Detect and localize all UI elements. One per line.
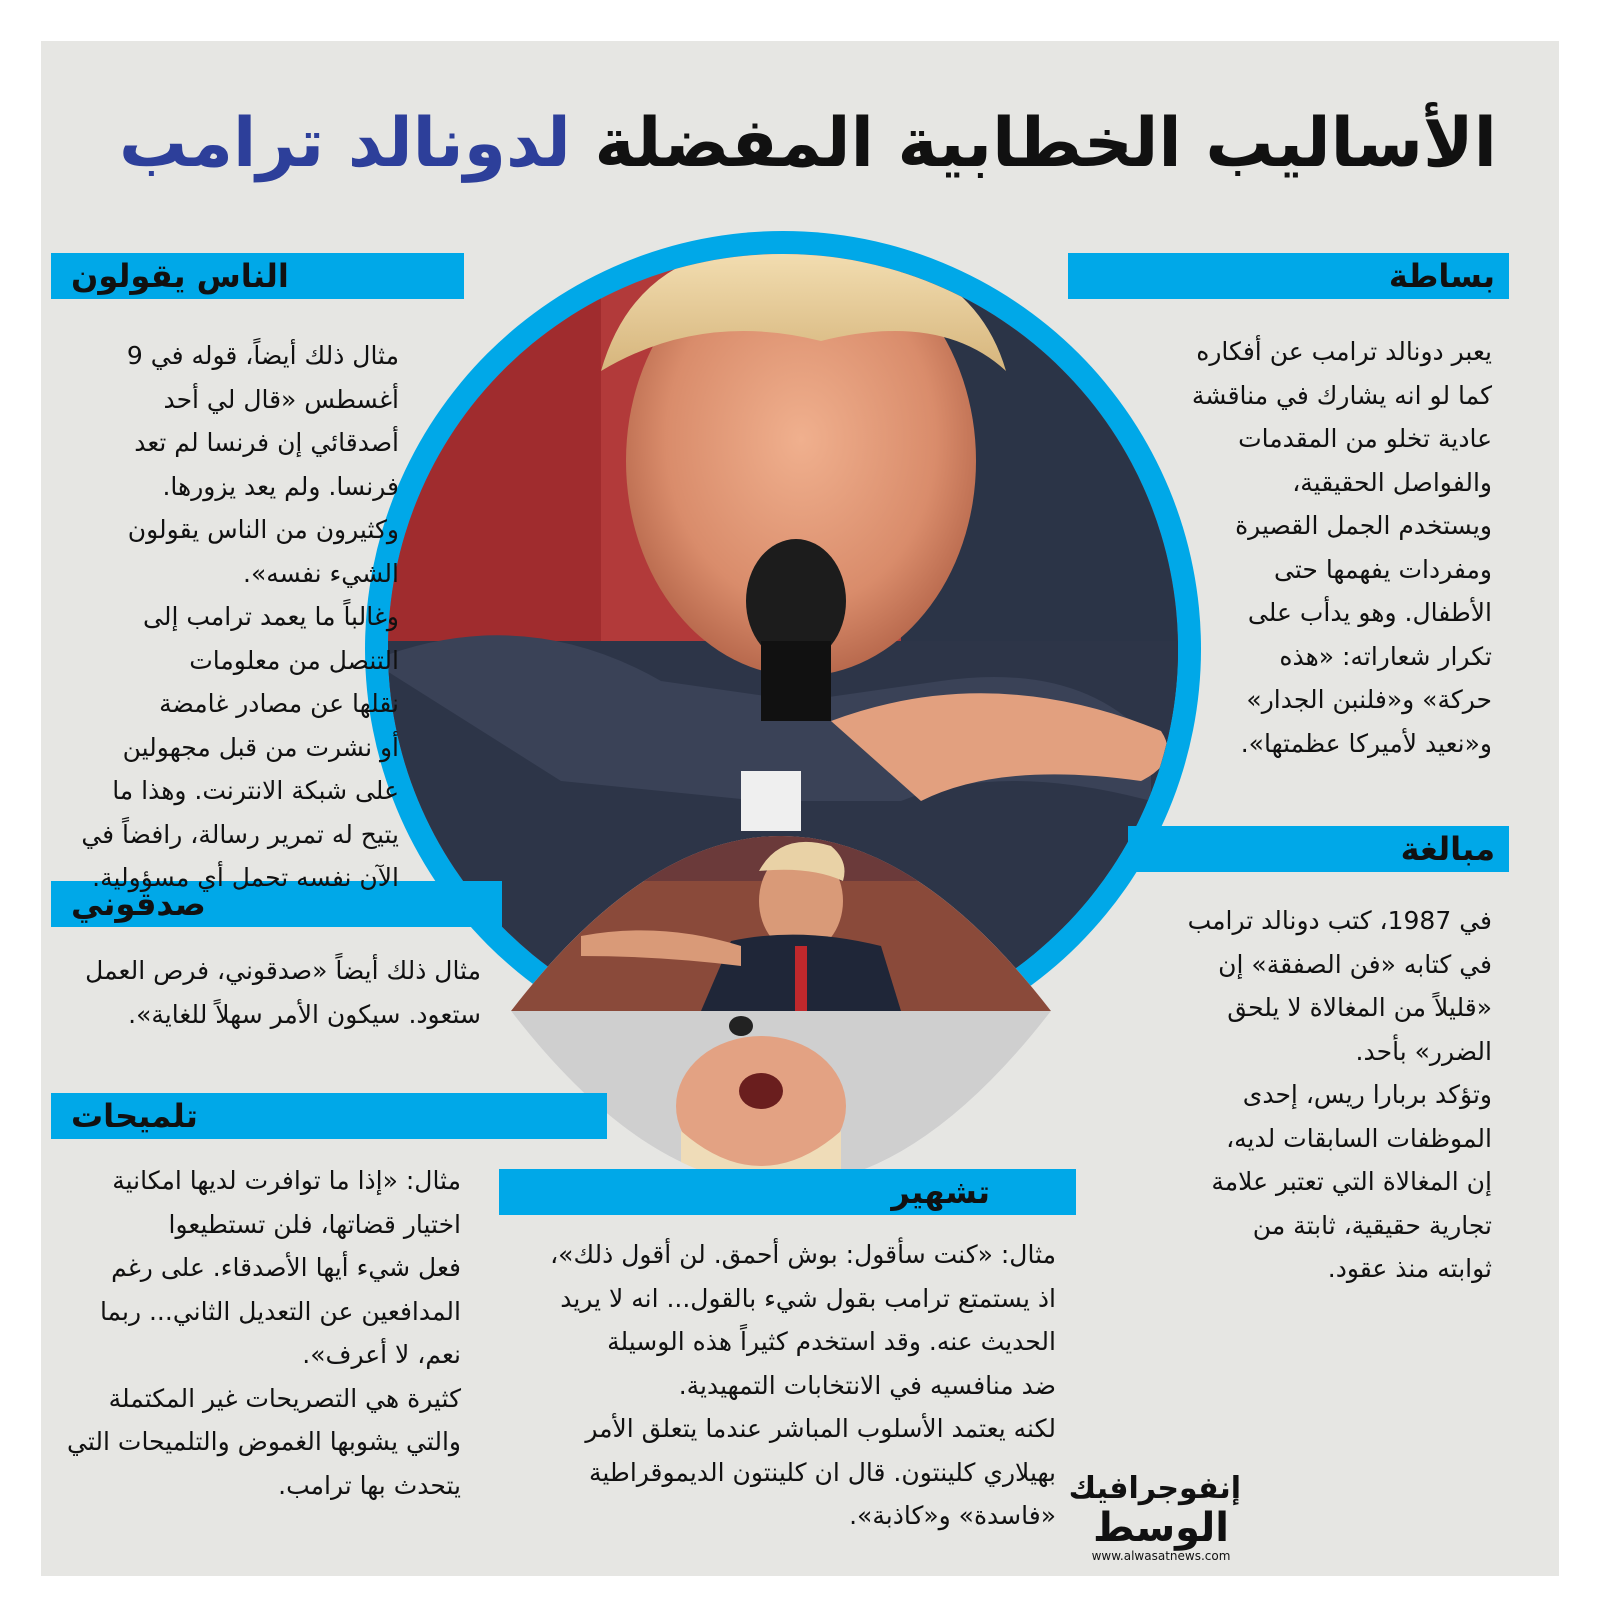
basata-line: يعبر دونالد ترامب عن أفكاره (1196, 337, 1492, 366)
nas-line: أغسطس «قال لي أحد (163, 384, 399, 414)
text-nas (61, 334, 399, 900)
mubalagha-line: ثوابته منذ عقود. (1327, 1254, 1492, 1283)
section-bar-tashhir (499, 1169, 1076, 1215)
alwasat-logo (1068, 1471, 1241, 1576)
nas-line: وكثيرون من الناس يقولون (127, 515, 399, 544)
logo-infographic-label: إنفوجرافيك (1068, 1471, 1241, 1506)
heading-sadqouni: صدقوني (71, 885, 206, 923)
mubalagha-line: «قليلاً من المغالاة لا يلحق (1227, 993, 1492, 1022)
title-main: الأساليب الخطابية المفضلة (594, 104, 1497, 183)
section-bar-nas (51, 253, 464, 299)
nas-line: التنصل من معلومات (189, 645, 399, 675)
nas-line: الشيء نفسه». (243, 558, 399, 588)
nas-line: أصدقائي إن فرنسا لم تعد (134, 428, 399, 457)
mubalagha-line: وتؤكد بربارا ريس، إحدى (1242, 1080, 1492, 1109)
nas-line: على شبكة الانترنت. وهذا ما (112, 776, 399, 805)
basata-line: ويستخدم الجمل القصيرة (1235, 511, 1492, 540)
tashhir-line: ضد منافسيه في الانتخابات التمهيدية. (678, 1370, 1056, 1400)
basata-line: كما لو انه يشارك في مناقشة (1191, 380, 1492, 410)
sadqouni-line: ستعود. سيكون الأمر سهلاً للغاية». (128, 999, 481, 1029)
talmihat-line: يتحدث بها ترامب. (278, 1470, 461, 1500)
tashhir-line: «فاسدة» و«كاذبة». (849, 1501, 1056, 1530)
mubalagha-line: في 1987، كتب دونالد ترامب (1187, 906, 1492, 935)
heading-basata: بساطة (1388, 257, 1495, 295)
talmihat-line: اختيار قضاتها، فلن تستطيعوا (168, 1209, 461, 1239)
text-basata (1172, 330, 1492, 765)
text-talmihat (61, 1159, 461, 1507)
basata-line: تكرار شعاراته: «هذه (1279, 641, 1492, 671)
tashhir-line: بهيلاري كلينتون. قال ان كلينتون الديموقراطية (588, 1457, 1056, 1487)
heading-nas: الناس يقولون (71, 257, 289, 295)
heading-talmihat: تلميحات (71, 1097, 198, 1135)
nas-line: يتيح له تمرير رسالة، رافضاً في (81, 819, 399, 849)
section-bar-talmihat (51, 1093, 607, 1139)
mubalagha-line: في كتابه «فن الصفقة» إن (1218, 949, 1492, 979)
basata-line: ومفردات يفهمها حتى (1274, 554, 1492, 584)
talmihat-line: المدافعين عن التعديل الثاني... ربما (99, 1296, 461, 1326)
mubalagha-line: الضرر» بأحد. (1355, 1036, 1492, 1066)
heading-tashhir: تشهير (891, 1173, 990, 1211)
logo-wordmark: الوسط (1093, 1505, 1229, 1551)
talmihat-line: فعل شيء أيها الأصدقاء. على رغم (111, 1253, 461, 1282)
text-sadqouni (61, 949, 481, 1036)
sadqouni-line: مثال ذلك أيضاً «صدقوني، فرص العمل (85, 956, 481, 985)
nas-line: مثال ذلك أيضاً، قوله في 9 (126, 341, 399, 370)
title-accent: لدونالد ترامب (118, 104, 571, 183)
nas-line: فرنسا. ولم يعد يزورها. (162, 471, 399, 501)
mubalagha-line: إن المغالاة التي تعتبر علامة (1211, 1167, 1492, 1196)
basata-line: عادية تخلو من المقدمات (1238, 424, 1492, 453)
nas-line: وغالباً ما يعمد ترامب إلى (143, 602, 399, 631)
basata-line: حركة» و«فلنبن الجدار» (1246, 685, 1492, 714)
nas-line: نقلها عن مصادر غامضة (159, 689, 399, 718)
tashhir-line: اذ يستمتع ترامب بقول شيء بالقول... انه لا يريد (560, 1283, 1056, 1313)
nas-line: أو نشرت من قبل مجهولين (122, 732, 399, 762)
talmihat-line: نعم، لا أعرف». (302, 1340, 461, 1369)
talmihat-line: والتي يشوبها الغموض والتلميحات التي (67, 1427, 461, 1456)
section-bar-mubalagha (1128, 826, 1509, 872)
basata-line: الأطفال. وهو يدأب على (1247, 598, 1492, 627)
heading-mubalagha: مبالغة (1400, 830, 1495, 868)
infographic-panel (41, 41, 1559, 1576)
tashhir-line: لكنه يعتمد الأسلوب المباشر عندما يتعلق الأمر (585, 1414, 1056, 1443)
text-tashhir (536, 1233, 1056, 1538)
logo-site-url: www.alwasatnews.com (1091, 1549, 1231, 1563)
text-mubalagha (1172, 899, 1492, 1291)
tashhir-line: مثال: «كنت سأقول: بوش أحمق. لن أقول ذلك»، (550, 1240, 1056, 1269)
basata-line: والفواصل الحقيقية، (1292, 467, 1492, 497)
mubalagha-line: الموظفات السابقات لديه، (1226, 1123, 1492, 1153)
nas-line: الآن نفسه تحمل أي مسؤولية. (92, 863, 399, 892)
talmihat-line: كثيرة هي التصريحات غير المكتملة (108, 1383, 461, 1413)
talmihat-line: مثال: «إذا ما توافرت لديها امكانية (112, 1166, 461, 1195)
mubalagha-line: تجارية حقيقية، ثابتة من (1252, 1210, 1492, 1240)
section-bar-basata (1068, 253, 1509, 299)
tashhir-line: الحديث عنه. وقد استخدم كثيراً هذه الوسيلة (607, 1327, 1056, 1356)
basata-line: و«نعيد لأميركا عظمتها». (1240, 728, 1492, 758)
